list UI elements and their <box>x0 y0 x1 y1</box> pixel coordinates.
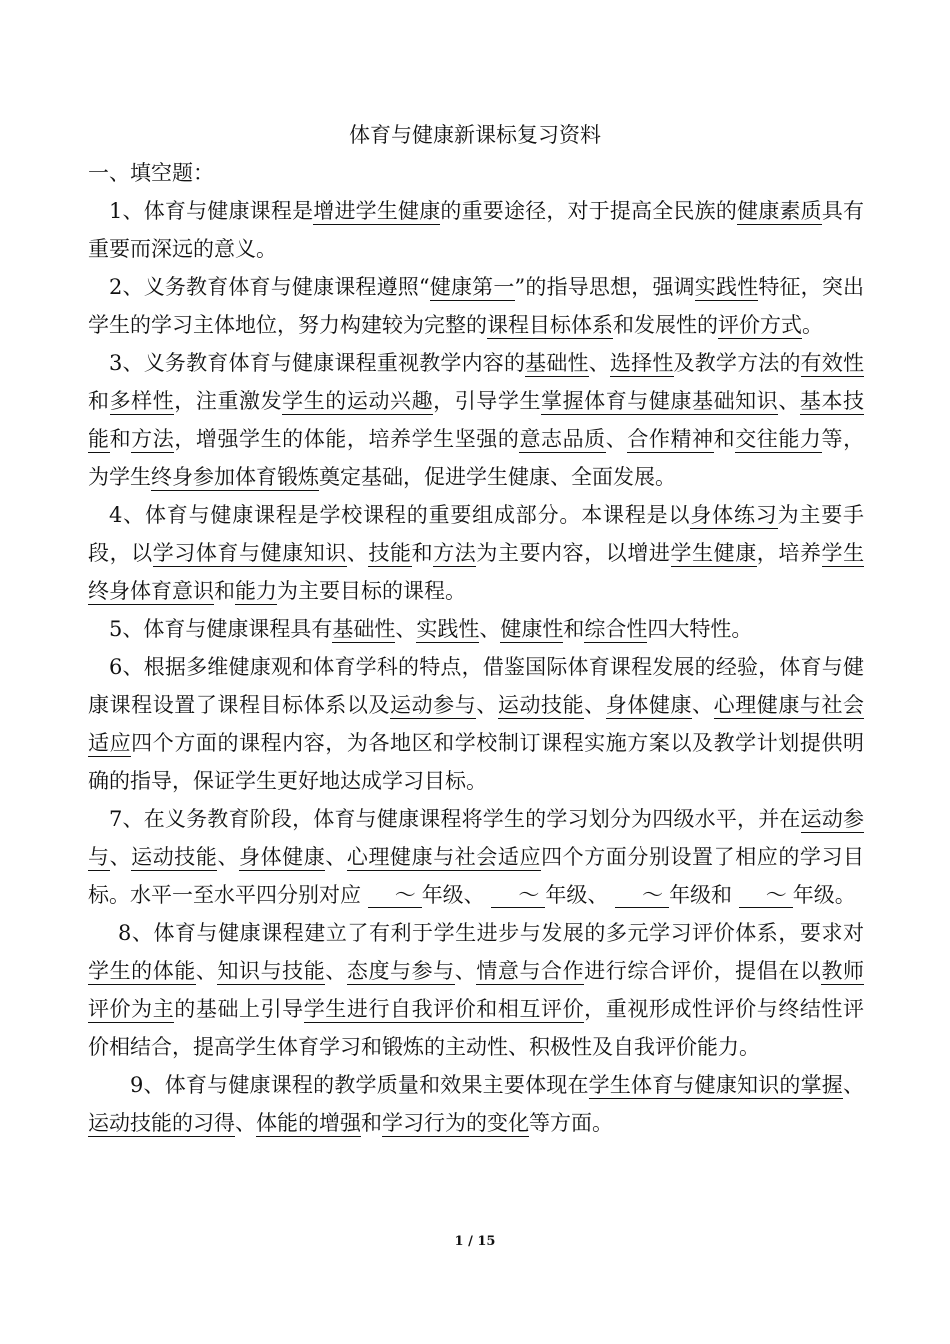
answer-underline: 学习行为的变化 <box>382 1111 529 1135</box>
answer-underline: 基础性 <box>332 617 396 641</box>
question-text: ，培养 <box>756 541 822 565</box>
answer-underline: 交往能力 <box>735 427 822 451</box>
question-text: 3、义务教育体育与健康课程重视教学内容的 <box>109 351 526 375</box>
answer-underline: 知识与技能 <box>217 959 326 983</box>
question-text: 及教学方法的 <box>673 351 801 375</box>
question-text: 和 <box>713 427 736 451</box>
question-text: 、 <box>605 427 628 451</box>
document-title: 体育与健康新课标复习资料 <box>349 123 601 147</box>
question-text: 的基础上引导 <box>174 997 304 1021</box>
answer-underline: 意志品质 <box>519 427 606 451</box>
answer-underline: 合作精神 <box>627 427 714 451</box>
answer-underline: 增进学生健康 <box>313 199 441 223</box>
question-text: 、 <box>325 959 347 983</box>
answer-underline: 基本技能 <box>88 389 865 451</box>
section-heading: 一、填空题： <box>88 161 214 185</box>
question-item <box>88 610 864 648</box>
question-text: 7、在义务教育阶段，体育与健康课程将学生的学习划分为四级水平，并在 <box>109 807 801 831</box>
page-number: 1 / 15 <box>454 1234 496 1249</box>
fill-blank: ～ <box>739 883 793 908</box>
question-text: 为主要目标的课程。 <box>277 579 466 603</box>
fill-blank: ～ <box>368 883 422 908</box>
question-text: 为主要内容，以增进 <box>476 541 671 565</box>
question-text: 、 <box>588 351 610 375</box>
question-text: ，注重激发 <box>174 389 283 413</box>
question-text: 年级、 <box>421 883 492 907</box>
question-text: 和 <box>109 427 132 451</box>
question-text: 和发展性的 <box>613 313 718 337</box>
question-text: 2、义务教育体育与健康课程遵照“ <box>109 275 430 299</box>
question-text: 年级和 <box>669 883 739 907</box>
question-text: 1、体育与健康课程是 <box>109 199 314 223</box>
answer-underline: 运动技能 <box>131 845 218 869</box>
question-text: 等方面。 <box>529 1111 613 1135</box>
question-text: 四个方面的课程内容，为各地区和学校制订课程实施方案以及教学计划提供明确的指导，保证学生更好地达成学习目标。 <box>88 731 865 793</box>
answer-underline: 能力 <box>235 579 277 603</box>
answer-underline: 学生的运动兴趣 <box>282 389 434 413</box>
answer-underline: 学生的体能 <box>88 959 196 983</box>
answer-underline: 心理健康与社会适应 <box>88 693 865 755</box>
answer-underline: 掌握体育与健康基础知识 <box>541 389 779 413</box>
question-text: 、 <box>778 389 800 413</box>
answer-underline: 身体健康 <box>239 845 326 869</box>
question-item <box>88 268 864 344</box>
question-text: 、 <box>479 617 501 641</box>
answer-underline: 方法 <box>131 427 175 451</box>
answer-underline: 终身参加体育锻炼 <box>151 465 319 489</box>
question-text: 、 <box>195 959 218 983</box>
answer-underline: 身体健康 <box>605 693 693 717</box>
question-text: 、 <box>454 959 477 983</box>
question-text: 6、根据多维健康观和体育学科的特点，借鉴国际体育课程发展的经验，体育与健康课程设置了课程目标体系以及 <box>88 655 864 717</box>
question-text: 和 <box>411 541 434 565</box>
fill-blank: ～ <box>491 883 545 908</box>
answer-underline: 方法 <box>433 541 477 565</box>
question-text: ”的指导思想，强调 <box>514 275 695 299</box>
question-text: 9、体育与健康课程的教学质量和效果主要体现在 <box>130 1073 589 1097</box>
answer-underline: 情意与合作 <box>476 959 585 983</box>
question-text: 、 <box>395 617 417 641</box>
answer-underline: 学生体育与健康知识的掌握 <box>588 1073 843 1097</box>
question-text: 4、体育与健康课程是学校课程的重要组成部分。本课程是以 <box>109 503 691 527</box>
answer-underline: 综合性 <box>584 617 648 641</box>
answer-underline: 实践性 <box>416 617 480 641</box>
question-text: 、 <box>692 693 714 717</box>
question-text: 奠定基础，促进学生健康、全面发展。 <box>319 465 676 489</box>
question-text: 5、体育与健康课程具有 <box>109 617 333 641</box>
question-text: 、 <box>584 693 606 717</box>
question-text: 、 <box>476 693 498 717</box>
answer-underline: 学生进行自我评价和相互评价 <box>303 997 585 1021</box>
question-text: 8、体育与健康课程建立了有利于学生进步与发展的多元学习评价体系，要求对 <box>118 921 864 945</box>
answer-underline: 体能的增强 <box>256 1111 361 1135</box>
answer-underline: 选择性 <box>609 351 674 375</box>
answer-underline: 身体练习 <box>690 503 778 527</box>
question-item <box>88 800 864 914</box>
question-text: 和 <box>361 1111 382 1135</box>
question-item <box>88 192 864 268</box>
question-item <box>88 344 864 496</box>
fill-blank: ～ <box>615 883 669 908</box>
question-text: 。 <box>802 313 823 337</box>
question-text: 、 <box>843 1073 864 1097</box>
answer-underline: 运动技能 <box>497 693 585 717</box>
question-text: ，重视形成性评价与终结性评价相结合，提高学生体育学习和锻炼的主动性、积极性及自我评价能力。 <box>88 997 865 1059</box>
answer-underline: 多样性 <box>109 389 175 413</box>
question-text: 、 <box>346 541 369 565</box>
question-item <box>88 914 864 1066</box>
question-text: 年级、 <box>545 883 616 907</box>
question-item <box>88 496 864 610</box>
answer-underline: 运动技能的习得 <box>88 1111 235 1135</box>
answer-underline: 有效性 <box>800 351 865 375</box>
question-text: 年级。 <box>792 883 856 907</box>
question-text: 进行综合评价，提倡在以 <box>584 959 822 983</box>
question-text: 、 <box>109 845 132 869</box>
question-text: 、 <box>235 1111 256 1135</box>
answer-underline: 学习体育与健康知识 <box>152 541 347 565</box>
question-text: 四大特性。 <box>647 617 753 641</box>
answer-underline: 学生健康 <box>670 541 757 565</box>
answer-underline: 课程目标体系 <box>487 313 613 337</box>
question-text: 等，为学生 <box>88 427 865 489</box>
answer-underline: 心理健康与社会适应 <box>346 845 542 869</box>
answer-underline: 健康素质 <box>737 199 822 223</box>
answer-underline: 健康性 <box>500 617 564 641</box>
question-text: 为主要手段，以 <box>88 503 865 565</box>
question-text: 、 <box>325 845 347 869</box>
question-text: 的重要途径，对于提高全民族的 <box>440 199 738 223</box>
question-text: 特征，突出学生的学习主体地位，努力构建较为完整的 <box>88 275 864 337</box>
question-item <box>88 1066 864 1142</box>
question-text: ，增强学生的体能，培养学生坚强的 <box>174 427 520 451</box>
question-item <box>88 648 864 800</box>
answer-underline: 教师评价为主 <box>88 959 865 1021</box>
question-text: 具有重要而深远的意义。 <box>88 199 865 261</box>
answer-underline: 学生终身体育意识 <box>88 541 865 603</box>
question-list <box>88 192 864 1142</box>
question-text: 和 <box>563 617 585 641</box>
answer-underline: 健康第一 <box>429 275 515 299</box>
question-text: ，引导学生 <box>433 389 542 413</box>
question-text: 、 <box>217 845 240 869</box>
answer-underline: 实践性 <box>694 275 759 299</box>
answer-underline: 技能 <box>368 541 412 565</box>
answer-underline: 运动参与 <box>88 807 865 869</box>
question-text: 四个方面分别设置了相应的学习目标。水平一至水平四分别对应 <box>88 845 865 907</box>
answer-underline: 评价方式 <box>718 313 802 337</box>
question-text: 和 <box>214 579 235 603</box>
question-text: 和 <box>88 389 110 413</box>
answer-underline: 态度与参与 <box>346 959 455 983</box>
answer-underline: 基础性 <box>525 351 589 375</box>
answer-underline: 运动参与 <box>390 693 477 717</box>
